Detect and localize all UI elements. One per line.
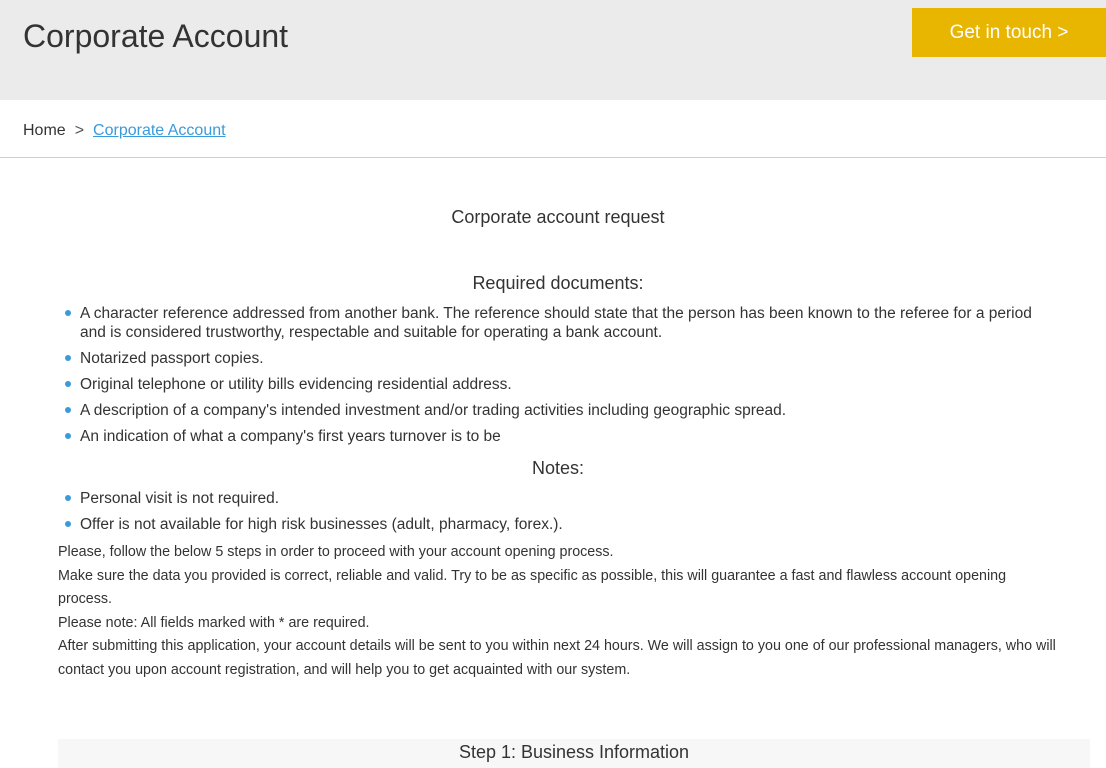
instruction-paragraph: Make sure the data you provided is correct, reliable and valid. Try to be as specific as possible, this will guarantee a fast and flawless account opening process. [58, 567, 1007, 607]
main-content [58, 204, 1058, 682]
bullet-icon [65, 407, 71, 413]
required-documents-list [58, 304, 1058, 446]
list-item-text: A description of a company's intended investment and/or trading activities including geographic spread. [80, 402, 787, 419]
page-title: Corporate Account [23, 18, 289, 54]
list-item [80, 489, 1058, 508]
step-section-header [58, 739, 1090, 768]
list-item-text: A character reference addressed from another bank. The reference should state that the person has been known to the referee for a period and is considered trustworthy, respectable and suitable for operating a bank account. [80, 305, 1032, 341]
list-item-text: Original telephone or utility bills evidencing residential address. [80, 376, 512, 393]
list-item [80, 515, 1058, 534]
step-title: Step 1: Business Information [458, 742, 690, 762]
list-item [80, 349, 1058, 368]
get-in-touch-button[interactable]: Get in touch > [912, 8, 1106, 57]
list-item [80, 304, 1058, 342]
bullet-icon [65, 355, 71, 361]
bullet-icon [65, 521, 71, 527]
breadcrumb-current-link[interactable]: Corporate Account [93, 122, 226, 139]
bullet-icon [65, 310, 71, 316]
bullet-icon [65, 495, 71, 501]
notes-list [58, 489, 1058, 534]
required-documents-heading: Required documents: [472, 273, 644, 293]
bullet-icon [65, 381, 71, 387]
breadcrumb [23, 120, 226, 142]
notes-heading: Notes: [531, 458, 585, 478]
page-header [0, 0, 1106, 100]
instruction-paragraph: Please note: All fields marked with * are required. [58, 614, 370, 631]
instructions [58, 541, 1058, 682]
bullet-icon [65, 433, 71, 439]
list-item [80, 375, 1058, 394]
list-item-text: Notarized passport copies. [80, 350, 264, 367]
breadcrumb-separator: > [74, 122, 85, 139]
list-item [80, 427, 1058, 446]
list-item-text: An indication of what a company's first years turnover is to be [80, 428, 501, 445]
breadcrumb-home[interactable]: Home [23, 122, 66, 139]
list-item-text: Personal visit is not required. [80, 490, 280, 507]
instruction-paragraph: After submitting this application, your account details will be sent to you within next 24 hours. We will assign to you one of our professional managers, who will contact you upon account registration, and will help you to get acquainted with our system. [58, 638, 1056, 678]
divider [0, 157, 1106, 158]
request-heading: Corporate account request [451, 207, 665, 227]
instruction-paragraph: Please, follow the below 5 steps in order to proceed with your account opening process. [58, 544, 614, 560]
list-item [80, 401, 1058, 420]
list-item-text: Offer is not available for high risk businesses (adult, pharmacy, forex.). [80, 516, 563, 533]
